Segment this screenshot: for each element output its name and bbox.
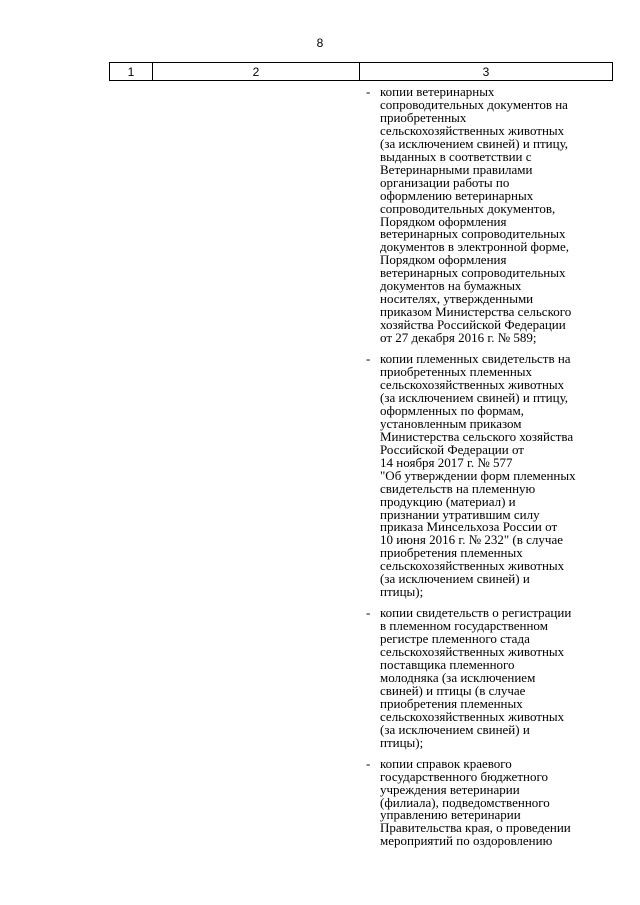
list-item-text-line: оформленных по формам, (380, 402, 524, 418)
list-item-text-line: свидетельств на племенную (380, 480, 536, 496)
column-number-2: 2 (153, 63, 360, 81)
list-item-text-line: Порядком оформления (380, 252, 507, 268)
list-item-text-line: Правительства края, о проведении (380, 820, 571, 836)
list-item-text-line: мероприятий по оздоровлению (380, 833, 553, 849)
list-item-text-line: (за исключением свиней) и (380, 721, 530, 737)
list-item-text-line: сельскохозяйственных животных (380, 644, 565, 660)
column-number-1: 1 (110, 63, 153, 81)
list-item-text-line: сельскохозяйственных животных (380, 122, 565, 138)
list-item-text-line: от 27 декабря 2016 г. № 589; (380, 330, 537, 346)
list-item-text-line: приобретенных (380, 109, 467, 125)
list-dash-marker: - (366, 84, 371, 99)
list-item-text-line: копии ветеринарных (380, 84, 495, 99)
list-item-text-line: приобретения племенных (380, 695, 523, 711)
list-item-text-line: приобретения племенных (380, 545, 523, 561)
list-dash-marker: - (366, 605, 371, 621)
list-item-text-line: выданных в соответствии с (380, 148, 532, 164)
list-item-text-line: копии племенных свидетельств на (380, 351, 571, 367)
list-item-text-line: сельскохозяйственных животных (380, 558, 565, 574)
list-item-text-line: регистре племенного стада (380, 631, 530, 647)
document-list-item (366, 86, 608, 345)
column-3-content (366, 86, 608, 856)
list-item-text-line: поставщика племенного (380, 656, 515, 672)
list-item-text-line: сельскохозяйственных животных (380, 708, 565, 724)
list-item-text-line: организации работы по (380, 174, 510, 190)
list-item-text-line: приобретенных племенных (380, 364, 533, 380)
list-item-text-line: сопроводительных документов, (380, 200, 556, 216)
list-item-text-line: Ветеринарными правилами (380, 161, 533, 177)
list-item-text-line: 14 ноября 2017 г. № 577 (380, 454, 513, 470)
list-item-text-line: продукцию (материал) и (380, 493, 516, 509)
list-item-text-line: (филиала), подведомственного (380, 794, 550, 810)
list-item-text-line: копии справок краевого (380, 755, 512, 771)
list-dash-marker: - (366, 351, 371, 367)
column-number-3: 3 (360, 63, 613, 81)
list-item-text-line: 10 июня 2016 г. № 232" (в случае (380, 532, 563, 548)
list-item-text-line: сопроводительных документов на (380, 96, 568, 112)
list-item-text-line: "Об утверждении форм племенных (380, 467, 576, 483)
list-item-text-line: сельскохозяйственных животных (380, 376, 565, 392)
list-item-text-line: государственного бюджетного (380, 768, 548, 784)
page-number: 8 (316, 36, 324, 50)
list-item-text-line: оформлению ветеринарных (380, 187, 534, 203)
list-item-text-line: носителях, утвержденными (380, 291, 534, 307)
list-item-text-line: документов в электронной форме, (380, 239, 569, 255)
list-item-text-line: (за исключением свиней) и (380, 571, 530, 587)
document-list-item (366, 607, 608, 749)
list-item-text-line: Порядком оформления (380, 213, 507, 229)
list-item-text-line: копии свидетельств о регистрации (380, 605, 572, 621)
list-item-text-line: установленным приказом (380, 415, 522, 431)
list-item-text-line: документов на бумажных (380, 278, 522, 294)
list-item-text-line: признании утратившим силу (380, 506, 540, 522)
list-item-text-line: приказом Министерства сельского (380, 304, 572, 320)
list-item-text-line: ветеринарных сопроводительных (380, 265, 566, 281)
list-item-text-line: Министерства сельского хозяйства (380, 428, 574, 444)
document-list-item (366, 353, 608, 599)
list-item-text-line: в племенном государственном (380, 618, 548, 634)
list-item-text-line: Российской Федерации от (380, 441, 524, 457)
list-item-text-line: приказа Минсельхоза России от (380, 519, 558, 535)
list-item-text-line: хозяйства Российской Федерации (380, 317, 566, 333)
list-item-text-line: (за исключением свиней) и птицу, (380, 389, 569, 405)
column-number-row (110, 63, 613, 81)
list-dash-marker: - (366, 755, 371, 771)
list-item-text-line: свиней) и птицы (в случае (380, 682, 526, 698)
document-list-item (366, 755, 608, 849)
list-item-text-line: управлению ветеринарии (380, 807, 521, 823)
list-item-text-line: птицы); (380, 734, 424, 750)
list-item-text-line: (за исключением свиней) и птицу, (380, 135, 569, 151)
column-number-header-table (109, 62, 613, 81)
list-item-text-line: молодняка (за исключением (380, 669, 536, 685)
list-item-text-line: учреждения ветеринарии (380, 781, 520, 797)
list-item-text-line: птицы); (380, 584, 424, 600)
list-item-text-line: ветеринарных сопроводительных (380, 226, 566, 242)
